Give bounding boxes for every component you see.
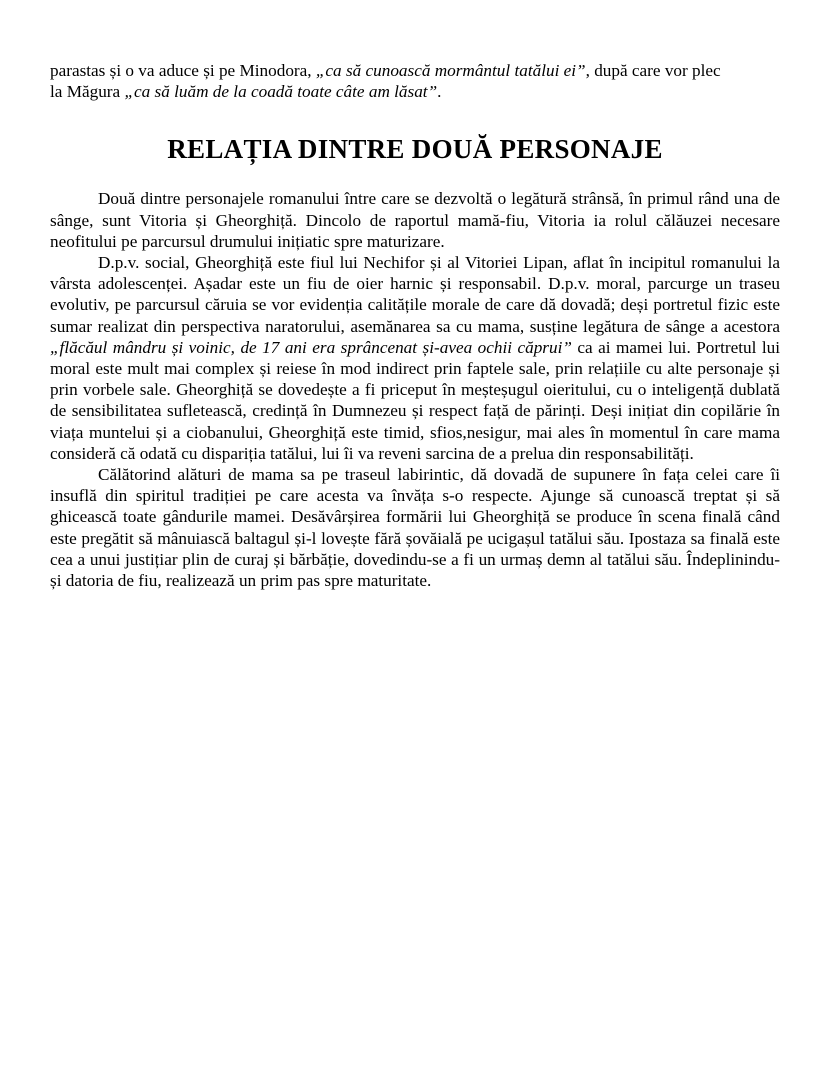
paragraph-2-quote: „flăcăul mândru și voinic, de 17 ani era sprâncenat și-avea ochii căprui”: [50, 337, 572, 357]
paragraph-3: Călătorind alături de mama sa pe traseul labirintic, dă dovadă de supunere în fața celei care îi insuflă din spiritul tradiției pe care acesta va învăța s-o respecte. Ajunge să cunoască treptat și să ghicească toate gândurile mamei. Desăvârșirea formării lui Gheorghiță se produce în scena finală când este pregătit să mânuiască baltagul și-l lovește fără șovăială pe ucigașul tatălui său. Ipostaza sa finală este cea a unui justițiar plin de curaj și bărbăție, dovedindu-se a fi un urmaș demn al tatălui său. Îndeplinindu-și datoria de fiu, realizează un prim pas spre maturitate.: [50, 465, 780, 591]
intro-line1-quote: „ca să cunoască mormântul tatălui ei”: [315, 61, 586, 80]
intro-line2-tail: .: [437, 82, 442, 102]
paragraph-2-tail: ca ai mamei lui. Portretul lui moral este mult mai complex și reiese în mod indirect prin faptele sale, prin relațiile cu alte personaje și prin vorbele sale. Gheorghiță se dovedește a fi priceput în meșteșugul oieritului, cu o inteligență dublată de sensibilitatea sufletească, credință în Dumnezeu și respect față de părinți. Deși inițiat din copilărie în viața muntelui și a ciobanului, Gheorghiță este timid, sfios,nesigur, mai ales în momentul în care mama consideră că odată cu dispariția tatălui, lui îi va reveni sarcina de a prelua din responsabilități.: [50, 337, 780, 463]
paragraph-2: [50, 252, 780, 464]
intro-line2-quote: „ca să luăm de la coadă toate câte am lăsat”: [124, 82, 438, 102]
document-page: [50, 60, 780, 591]
paragraph-1: Două dintre personajele romanului între care se dezvoltă o legătură strânsă, în primul rând una de sânge, sunt Vitoria și Gheorghiță. Dincolo de raportul mamă-fiu, Vitoria ia rolul călăuzei necesare neofitului pe parcursul drumului inițiatic spre maturizare.: [50, 189, 780, 251]
intro-line2-text: la Măgura: [50, 82, 125, 102]
intro-line1-text: parastas și o va aduce și pe Minodora,: [50, 61, 316, 80]
intro-paragraph: [50, 60, 780, 102]
section-title: RELAȚIA DINTRE DOUĂ PERSONAJE: [167, 134, 663, 165]
intro-line1-tail: , după care vor plec: [585, 61, 721, 80]
paragraph-2-text: D.p.v. social, Gheorghiță este fiul lui Nechifor și al Vitoriei Lipan, aflat în incipitul romanului la vârsta adolescenței. Așadar este un fiu de oier harnic și responsabil. D.p.v. moral, parcurge un traseu evolutiv, pe parcursul căruia se vor evidenția calitățile morale de care dă dovadă; deși portretul fizic este sumar realizat din perspectiva naratorului, asemănarea sa cu mama, susține legătura de sânge a acestora: [50, 253, 780, 336]
